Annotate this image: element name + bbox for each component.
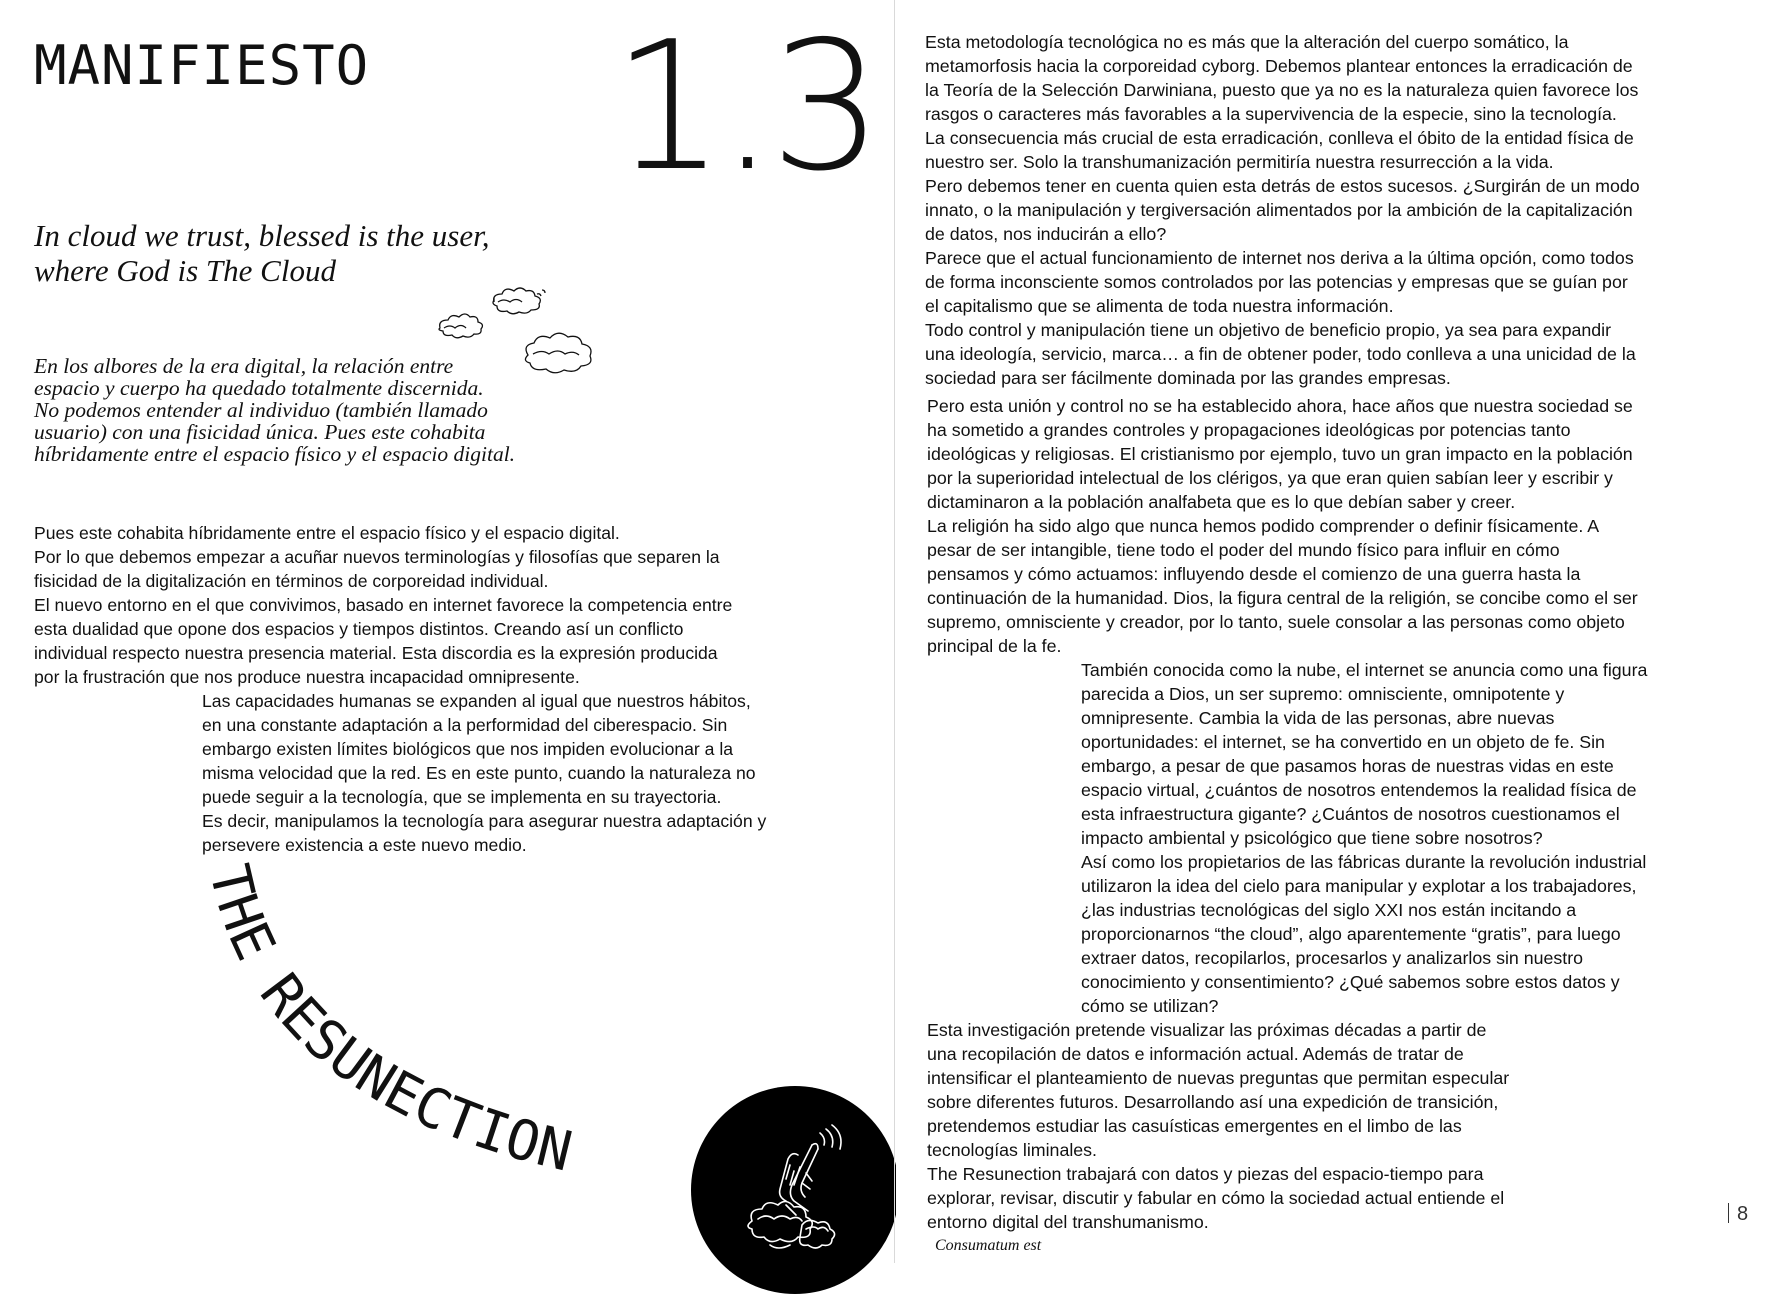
body-line: embargo, a pesar de que pasamos horas de nuestras vidas en este xyxy=(1081,756,1614,776)
body-line: sobre diferentes futuros. Desarrollando así una expedición de transición, xyxy=(927,1092,1499,1112)
page-spine xyxy=(894,0,895,1263)
arc-title xyxy=(180,850,700,1230)
body-line: misma velocidad que la red. Es en este punto, cuando la naturaleza no xyxy=(202,763,756,783)
body-line: pensamos y cómo actuamos: influyendo desde el comienzo de una guerra hasta la xyxy=(927,564,1581,584)
motto xyxy=(34,218,490,288)
body-line: explorar, revisar, discutir y fabular en cómo la sociedad actual entiende el xyxy=(927,1188,1505,1208)
body-line: individual respecto nuestra presencia material. Esta discordia es la expresión producida xyxy=(34,643,718,663)
body-line: persevere existencia a este nuevo medio. xyxy=(202,835,527,855)
body-line: espacio virtual, ¿cuántos de nosotros entendemos la realidad física de xyxy=(1081,780,1637,800)
body-line: la Teoría de la Selección Darwiniana, puesto que ya no es la naturaleza quien favorece los xyxy=(925,80,1639,100)
body-line: embargo existen límites biológicos que nos impiden evolucionar a la xyxy=(202,739,734,759)
body-line: pretendemos estudiar las casuísticas emergentes en el limbo de las xyxy=(927,1116,1462,1136)
left-page xyxy=(0,0,894,1263)
signoff: Consumatum est xyxy=(935,1237,1042,1254)
body-line: extraer datos, recopilarlos, procesarlos y analizarlos sin nuestro xyxy=(1081,948,1584,968)
body-line: Por lo que debemos empezar a acuñar nuevos terminologías y filosofías que separen la xyxy=(34,547,720,567)
body-line: el capitalismo que se alimenta de toda nuestra información. xyxy=(925,296,1394,316)
body-line: Así como los propietarios de las fábricas durante la revolución industrial xyxy=(1081,852,1647,872)
body-line: impacto ambiental y psicológico que tiene sobre nosotros? xyxy=(1081,828,1543,848)
body-line: utilizaron la idea del cielo para manipular y explotar a los trabajadores, xyxy=(1081,876,1637,896)
body-line: Esta metodología tecnológica no es más que la alteración del cuerpo somático, la xyxy=(925,32,1569,52)
intro-line: usuario) con una fisicidad única. Pues este cohabita xyxy=(34,420,486,444)
body-line: sociedad para ser fácilmente dominada por las grandes empresas. xyxy=(925,368,1451,388)
body-line: de datos, nos inducirán a ello? xyxy=(925,224,1167,244)
body-line: Esta investigación pretende visualizar las próximas décadas a partir de xyxy=(927,1020,1487,1040)
body-line: supremo, omnisciente y creador, por lo tanto, suele consolar a las personas como objeto xyxy=(927,612,1625,632)
manifesto-title: MANIFIESTO xyxy=(34,34,370,97)
right-paragraph-3 xyxy=(927,1018,1509,1258)
body-line: tecnologías liminales. xyxy=(927,1140,1097,1160)
body-line-last xyxy=(927,1210,1509,1258)
page-number-divider xyxy=(1728,1203,1729,1223)
body-line: nuestro ser. Solo la transhumanización permitiría nuestra resurrección a la vida. xyxy=(925,152,1554,172)
body-line: esta dualidad que opone dos espacios y tiempos distintos. Creando así un conflicto xyxy=(34,619,684,639)
body-line: pesar de ser intangible, tiene todo el poder del mundo físico para influir en cómo xyxy=(927,540,1560,560)
intro-paragraph xyxy=(34,355,564,465)
left-indented-paragraph xyxy=(202,689,766,857)
intro-line: No podemos entender al individuo (también llamado xyxy=(34,398,488,422)
body-line: La religión ha sido algo que nunca hemos podido comprender o definir físicamente. A xyxy=(927,516,1600,536)
motto-line: In cloud we trust, blessed is the user, xyxy=(34,218,490,253)
body-line: puede seguir a la tecnología, que se implementa en su trayectoria. xyxy=(202,787,722,807)
body-line: fisicidad de la digitalización en términos de corporeidad individual. xyxy=(34,571,549,591)
body-line: una ideología, servicio, marca… a fin de obtener poder, todo conlleva a una unicidad de la xyxy=(925,344,1636,364)
body-line: parecida a Dios, un ser supremo: omnisciente, omnipotente y xyxy=(1081,684,1565,704)
body-line: La consecuencia más crucial de esta erradicación, conlleva el óbito de la entidad física de xyxy=(925,128,1634,148)
body-line: ha sometido a grandes controles y propagaciones ideológicas por potencias tanto xyxy=(927,420,1571,440)
motto-line: where God is The Cloud xyxy=(34,253,336,288)
body-line: esta infraestructura gigante? ¿Cuántos de nosotros cuestionamos el xyxy=(1081,804,1620,824)
body-line: El nuevo entorno en el que convivimos, basado en internet favorece la competencia entre xyxy=(34,595,733,615)
right-paragraph-1 xyxy=(925,30,1640,390)
arc-title-path: THE RESUNECTION xyxy=(196,858,579,1184)
body-line: por la frustración que nos produce nuestra incapacidad omnipresente. xyxy=(34,667,580,687)
body-line: The Resunection trabajará con datos y piezas del espacio-tiempo para xyxy=(927,1164,1484,1184)
body-line: principal de la fe. xyxy=(927,636,1062,656)
body-line: Las capacidades humanas se expanden al igual que nuestros hábitos, xyxy=(202,691,751,711)
intro-line: espacio y cuerpo ha quedado totalmente discernida. xyxy=(34,376,484,400)
body-line: conocimiento y consentimiento? ¿Qué sabemos sobre estos datos y xyxy=(1081,972,1620,992)
body-line: una recopilación de datos e información actual. Además de tratar de xyxy=(927,1044,1464,1064)
body-line-text: entorno digital del transhumanismo. xyxy=(927,1212,1209,1232)
body-line: ¿las industrias tecnológicas del siglo XXI nos están incitando a xyxy=(1081,900,1577,920)
praying-hands-cloud-icon xyxy=(690,1085,900,1295)
body-line: omnipresente. Cambia la vida de las personas, abre nuevas xyxy=(1081,708,1555,728)
body-line: rasgos o caracteres más favorables a la supervivencia de la especie, sino la tecnología. xyxy=(925,104,1617,124)
body-line: intensificar el planteamiento de nuevas preguntas que permitan especular xyxy=(927,1068,1510,1088)
body-line: Todo control y manipulación tiene un objetivo de beneficio propio, ya sea para expandir xyxy=(925,320,1612,340)
body-line: innato, o la manipulación y tergiversación alimentados por la ambición de la capitalización xyxy=(925,200,1633,220)
body-line: ideológicas y religiosas. El cristianismo por ejemplo, tuvo un gran impacto en la población xyxy=(927,444,1633,464)
body-line: de forma inconsciente somos controlados por las potencias y empresas que se guían por xyxy=(925,272,1628,292)
body-line: por la superioridad intelectual de los clérigos, ya que eran quien sabían leer y escribir y xyxy=(927,468,1613,488)
right-paragraph-2 xyxy=(927,394,1638,658)
body-line: Pero debemos tener en cuenta quien esta detrás de estos sucesos. ¿Surgirán de un modo xyxy=(925,176,1640,196)
right-indented-paragraph xyxy=(1081,658,1647,1018)
body-line: continuación de la humanidad. Dios, la figura central de la religión, se concibe como el ser xyxy=(927,588,1638,608)
body-line: Parece que el actual funcionamiento de internet nos deriva a la última opción, como todos xyxy=(925,248,1634,268)
page-number xyxy=(1728,1203,1748,1226)
intro-line: En los albores de la era digital, la relación entre xyxy=(34,354,454,378)
intro-line: híbridamente entre el espacio físico y el espacio digital. xyxy=(34,442,516,466)
body-line: Pues este cohabita híbridamente entre el espacio físico y el espacio digital. xyxy=(34,523,620,543)
body-line: oportunidades: el internet, se ha convertido en un objeto de fe. Sin xyxy=(1081,732,1605,752)
body-line: proporcionarnos “the cloud”, algo aparentemente “gratis”, para luego xyxy=(1081,924,1621,944)
page-number-value: 8 xyxy=(1737,1203,1749,1225)
chapter-number: 1.3 xyxy=(612,3,878,210)
body-line: Pero esta unión y control no se ha establecido ahora, hace años que nuestra sociedad se xyxy=(927,396,1633,416)
body-line: cómo se utilizan? xyxy=(1081,996,1219,1016)
body-line: en una constante adaptación a la performidad del ciberespacio. Sin xyxy=(202,715,728,735)
body-line: Es decir, manipulamos la tecnología para asegurar nuestra adaptación y xyxy=(202,811,767,831)
body-line: dictaminaron a la población analfabeta que es lo que debían saber y creer. xyxy=(927,492,1516,512)
body-line: metamorfosis hacia la corporeidad cyborg. Debemos plantear entonces la erradicación de xyxy=(925,56,1633,76)
left-body-paragraph xyxy=(34,521,732,689)
arc-title-text xyxy=(197,859,578,1184)
body-line: También conocida como la nube, el internet se anuncia como una figura xyxy=(1081,660,1648,680)
